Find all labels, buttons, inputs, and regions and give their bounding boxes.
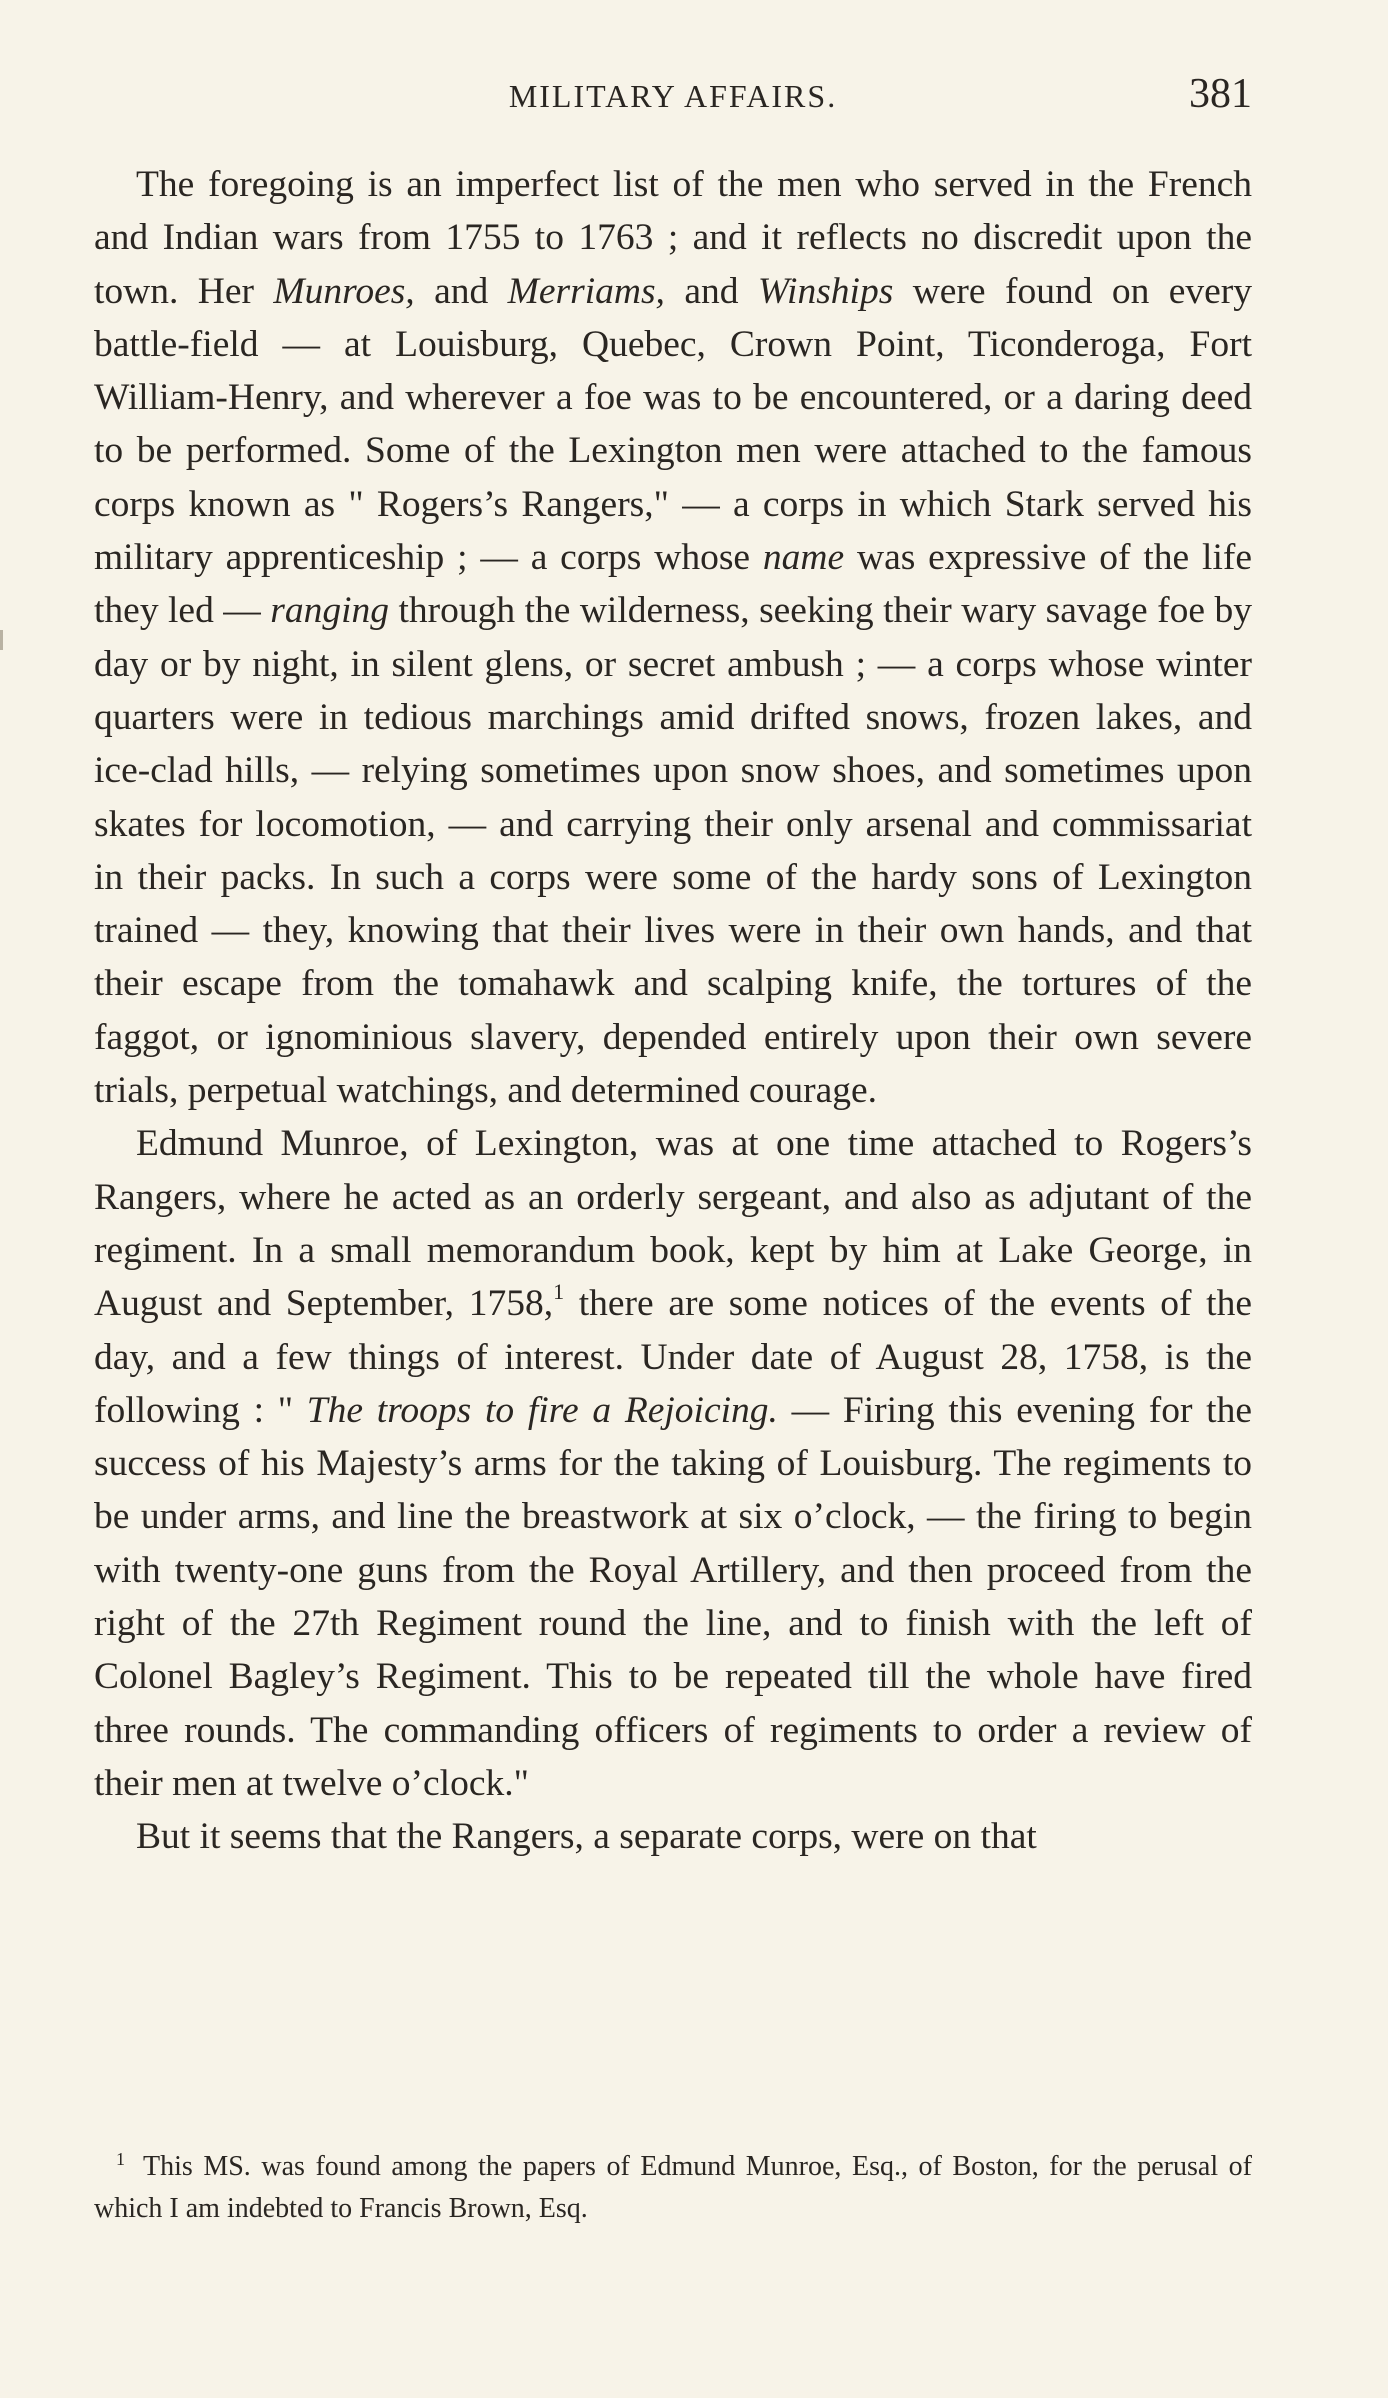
paragraph-1-text-6: through the wilderness, seeking their wary savage foe by day or by night, in silent glens, or secret ambush ; — a corps whose winter quarters were in tedious marchings amid drifted snows, frozen lakes, and ice-clad hills, — relying sometimes upon snow shoes, and sometimes upon skates for locomotion, — and carrying their only arsenal and commissariat in their packs. In such a corps were some of the hardy sons of Lexington trained — they, knowing that their lives were in their own hands, and that their escape from the tomahawk and scalping knife, the tortures of the faggot, or ignominious slavery, depended entirely upon their own severe trials, perpetual watchings, and determined courage. — [94, 590, 1252, 1112]
paragraph-1-italic-2: Merriams, — [507, 270, 665, 312]
paragraph-1-italic-4: name — [762, 537, 845, 579]
paragraph-2 — [94, 1117, 1252, 1810]
paragraph-2-text-3: — Firing this evening for the success of his Majesty’s arms for the taking of Louisburg. The regiments to be under arms, and line the breastwork at six o’clock, — the firing to begin with twenty-one guns from the Royal Artillery, and then proceed from the right of the 27th Regiment round the line, and to finish with the left of Colonel Bagley’s Regiment. This to be repeated till the whole have fired three rounds. The commanding officers of regiments to order a review of their men at twelve o’clock." — [94, 1389, 1252, 1804]
paragraph-1-italic-3: Winships — [757, 270, 894, 312]
paragraph-1-text-3: and — [664, 270, 758, 312]
page-edge-mark — [0, 630, 3, 650]
paragraph-2-text-1: Edmund Munroe, of Lexington, was at one time attached to Rogers’s Rangers, where he acted as an orderly sergeant, and also as adjutant of the regiment. In a small memorandum book, kept by him at Lake George, in August and September, 1758, — [94, 1123, 1252, 1325]
footnote-reference: 1 — [553, 1279, 565, 1305]
footnote-paragraph — [94, 2146, 1252, 2230]
footnote-text: This MS. was found among the papers of Edmund Munroe, Esq., of Boston, for the perusal of which I am indebted to Francis Brown, Esq. — [94, 2151, 1252, 2224]
footnote-mark: 1 — [116, 2149, 125, 2169]
paragraph-2-italic-1: The troops to fire a Rejoicing. — [306, 1389, 778, 1431]
paragraph-1 — [94, 158, 1252, 1117]
paragraph-1-italic-5: ranging — [270, 590, 390, 632]
body-text — [94, 158, 1252, 1864]
paragraph-1-text-1: The foregoing is an imperfect list of the men who served in the French and Indian wars from 1755 to 1763 ; and it reflects no discredit upon the town. Her — [94, 164, 1252, 312]
running-head — [94, 70, 1252, 130]
paragraph-3: But it seems that the Rangers, a separate corps, were on that — [136, 1816, 1037, 1858]
paragraph-1-text-2: and — [414, 270, 508, 312]
paragraph-1-italic-1: Munroes, — [273, 270, 415, 312]
page-number: 381 — [1189, 71, 1252, 117]
footnote — [94, 2146, 1252, 2230]
paragraph-2-text-2: there are some notices of the events of the day, and a few things of interest. Under date of August 28, 1758, is the following : " — [94, 1283, 1252, 1431]
paragraph-1-text-5: was expressive of the life they led — — [94, 537, 1252, 632]
paragraph-1-text-4: were found on every battle-field — at Louisburg, Quebec, Crown Point, Ticonderoga, Fort William-Henry, and wherever a foe was to be encountered, or a daring deed to be performed. Some of the Lexington men were attached to the famous corps known as " Rogers’s Rangers," — a corps in which Stark served his military apprenticeship ; — a corps whose — [94, 270, 1252, 579]
running-head-title: MILITARY AFFAIRS. — [508, 78, 838, 114]
